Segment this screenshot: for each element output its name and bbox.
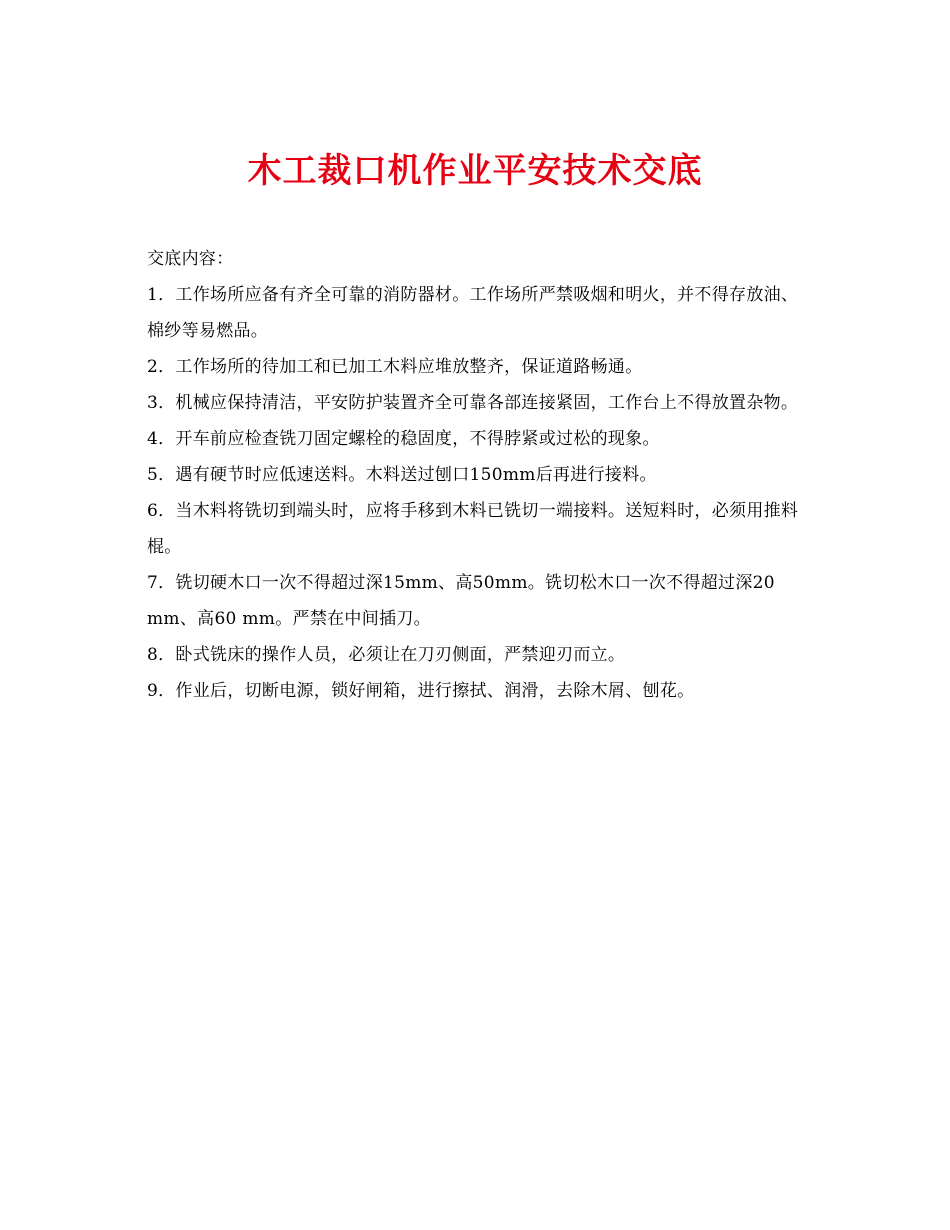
list-item: 5．遇有硬节时应低速送料。木料送过刨口150mm后再进行接料。 — [147, 465, 657, 485]
list-item: 1．工作场所应备有齐全可靠的消防器材。工作场所严禁吸烟和明火，并不得存放油、棉纱等易燃品。 — [147, 285, 799, 341]
list-item: 8．卧式铣床的操作人员，必须让在刀刃侧面，严禁迎刃而立。 — [147, 645, 626, 665]
list-item: 7．铣切硬木口一次不得超过深15mm、高50mm。铣切松木口一次不得超过深20 mm、高60 mm。严禁在中间插刀。 — [147, 573, 775, 629]
list-item: 9．作业后，切断电源，锁好闸箱，进行擦拭、润滑，去除木屑、刨花。 — [147, 681, 695, 701]
list-item: 3．机械应保持清洁，平安防护装置齐全可靠各部连接紧固，工作台上不得放置杂物。 — [147, 393, 799, 413]
list-item: 6．当木料将铣切到端头时，应将手移到木料已铣切一端接料。送短料时，必须用推料棍。 — [147, 501, 799, 557]
list-item: 2．工作场所的待加工和已加工木料应堆放整齐，保证道路畅通。 — [147, 357, 643, 377]
list-item: 4．开车前应检查铣刀固定螺栓的稳固度，不得脖紧或过松的现象。 — [147, 429, 660, 449]
intro-label: 交底内容： — [147, 249, 234, 269]
document-title: 木工裁口机作业平安技术交底 — [247, 150, 703, 191]
document-body — [147, 241, 807, 709]
